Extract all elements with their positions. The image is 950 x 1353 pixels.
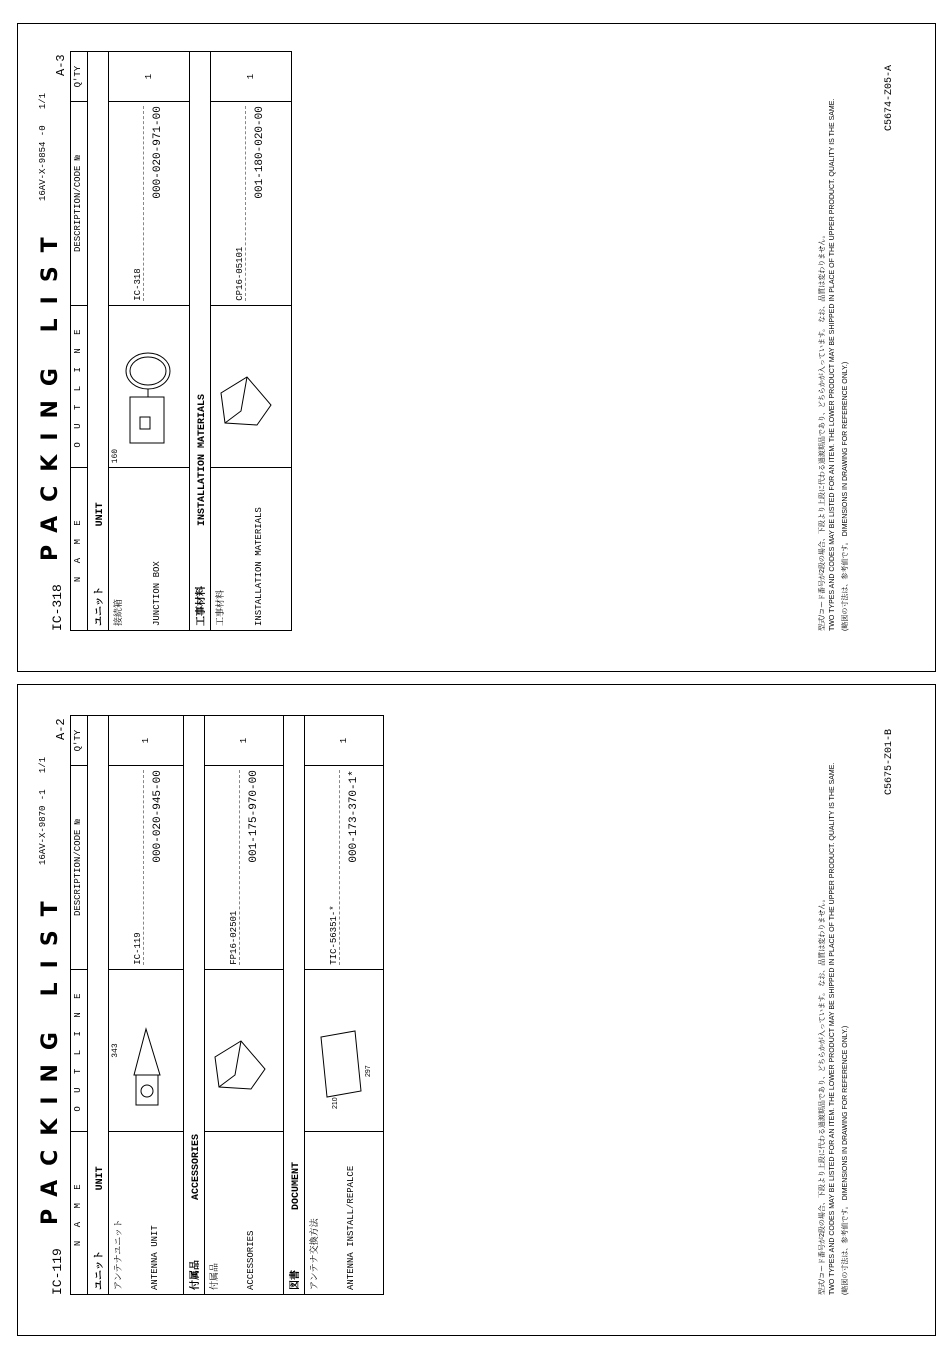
footnote: 型式/コード番号が2段の場合、下段より上段に代わる過渡期品であり、どちらかが入っています。 なお、品質は変わりません。 TWO TYPES AND CODES MAY BE LISTED FOR AN ITEM. THE LOWER PRODUCT MAY BE SHIPPED IN PLACE OF THE UPPER PRODUCT. QUALITY IS THE SAME. (略図の寸法は、参考値です。 DIMENSIONS IN DRAWING FOR REFERENCE ONLY.) [819, 762, 849, 1295]
col-outline: O U T L I N E [71, 305, 88, 468]
item-name: ANTENNA INSTALL/REPALCE [346, 1165, 356, 1290]
item-qty: 1 [109, 716, 184, 766]
packing-table [70, 715, 384, 1295]
packing-list-sheet-ic318 [17, 23, 936, 672]
item-desc: IC-318 [111, 106, 144, 301]
item-code: 001-180-020-00 [254, 106, 266, 199]
sheet-title: PACKING LIST [38, 887, 63, 1225]
packing-list-sheet-ic119 [17, 684, 936, 1336]
document-icon [307, 1007, 371, 1127]
antenna-unit-icon [120, 1007, 172, 1127]
table-row [205, 716, 284, 1295]
sheet-number: A-3 [54, 54, 68, 76]
doc-number: 16AV-X-9870 -1 1/1 [38, 756, 48, 865]
group-row: ユニットUNIT [88, 52, 109, 631]
group-row: 図書DOCUMENT [284, 716, 305, 1295]
item-desc: CP16-05101 [213, 106, 246, 301]
table-row [305, 716, 384, 1295]
sheet-content [18, 685, 935, 1335]
group-row: 付属品ACCESSORIES [184, 716, 205, 1295]
col-name: N A M E [71, 468, 88, 631]
item-outline [211, 305, 292, 468]
item-qty: 1 [109, 52, 190, 102]
item-desc: IC-119 [111, 770, 144, 965]
item-jp-name: アンテナユニット [114, 1219, 124, 1290]
col-desc: DESCRIPTION/CODE № [71, 766, 88, 970]
table-row [109, 716, 184, 1295]
item-name: JUNCTION BOX [152, 561, 162, 626]
table-row [109, 52, 190, 631]
col-qty: Q'TY [71, 716, 88, 766]
packing-table [70, 51, 292, 631]
table-row [211, 52, 292, 631]
item-name: INSTALLATION MATERIALS [254, 507, 264, 626]
item-code: 000-020-971-00 [152, 106, 164, 199]
bag-icon [213, 343, 279, 463]
item-jp-name: アンテナ交換方法 [310, 1218, 320, 1290]
item-outline: 160 [109, 305, 190, 468]
col-name: N A M E [71, 1132, 88, 1295]
sheet-number: A-2 [54, 718, 68, 740]
item-qty: 1 [211, 52, 292, 102]
svg-text:210: 210 [332, 1097, 339, 1110]
svg-text:297: 297 [365, 1065, 372, 1078]
col-qty: Q'TY [71, 52, 88, 102]
model-name: IC-119 [50, 1248, 65, 1295]
item-qty: 1 [305, 716, 384, 766]
item-jp-name: 工事材料 [216, 589, 226, 626]
footnote: 型式/コード番号が2段の場合、下段より上段に代わる過渡期品であり、どちらかが入っています。 なお、品質は変わりません。 TWO TYPES AND CODES MAY BE LISTED FOR AN ITEM. THE LOWER PRODUCT MAY BE SHIPPED IN PLACE OF THE UPPER PRODUCT. QUALITY IS THE SAME. (略図の寸法は、参考値です。 DIMENSIONS IN DRAWING FOR REFERENCE ONLY.) [819, 98, 849, 631]
bag-icon [207, 1007, 271, 1127]
item-name: ANTENNA UNIT [150, 1225, 160, 1290]
col-outline: O U T L I N E [71, 969, 88, 1132]
sheet-title: PACKING LIST [38, 223, 63, 561]
item-jp-name: 接続箱 [114, 598, 124, 626]
item-outline [305, 969, 384, 1132]
item-desc: FP16-02501 [207, 770, 240, 965]
item-code: 000-173-370-1* [348, 770, 360, 863]
item-jp-name: 付属品 [210, 1262, 220, 1290]
item-code: 001-175-970-00 [248, 770, 260, 863]
group-row: ユニットUNIT [88, 716, 109, 1295]
item-outline: 343 [109, 969, 184, 1132]
junction-box-icon [120, 343, 178, 463]
drawing-number: C5674-Z05-A [884, 64, 895, 131]
doc-number: 16AV-X-9854 -0 1/1 [38, 92, 48, 201]
sheet-content [18, 24, 935, 671]
item-desc: TIC-56351-* [307, 770, 340, 965]
item-name: ACCESSORIES [246, 1230, 256, 1290]
item-outline [205, 969, 284, 1132]
col-desc: DESCRIPTION/CODE № [71, 102, 88, 306]
group-row: 工事材料INSTALLATION MATERIALS [190, 52, 211, 631]
item-code: 000-020-945-00 [152, 770, 164, 863]
drawing-number: C5675-Z01-B [884, 728, 895, 795]
model-name: IC-318 [50, 584, 65, 631]
item-qty: 1 [205, 716, 284, 766]
